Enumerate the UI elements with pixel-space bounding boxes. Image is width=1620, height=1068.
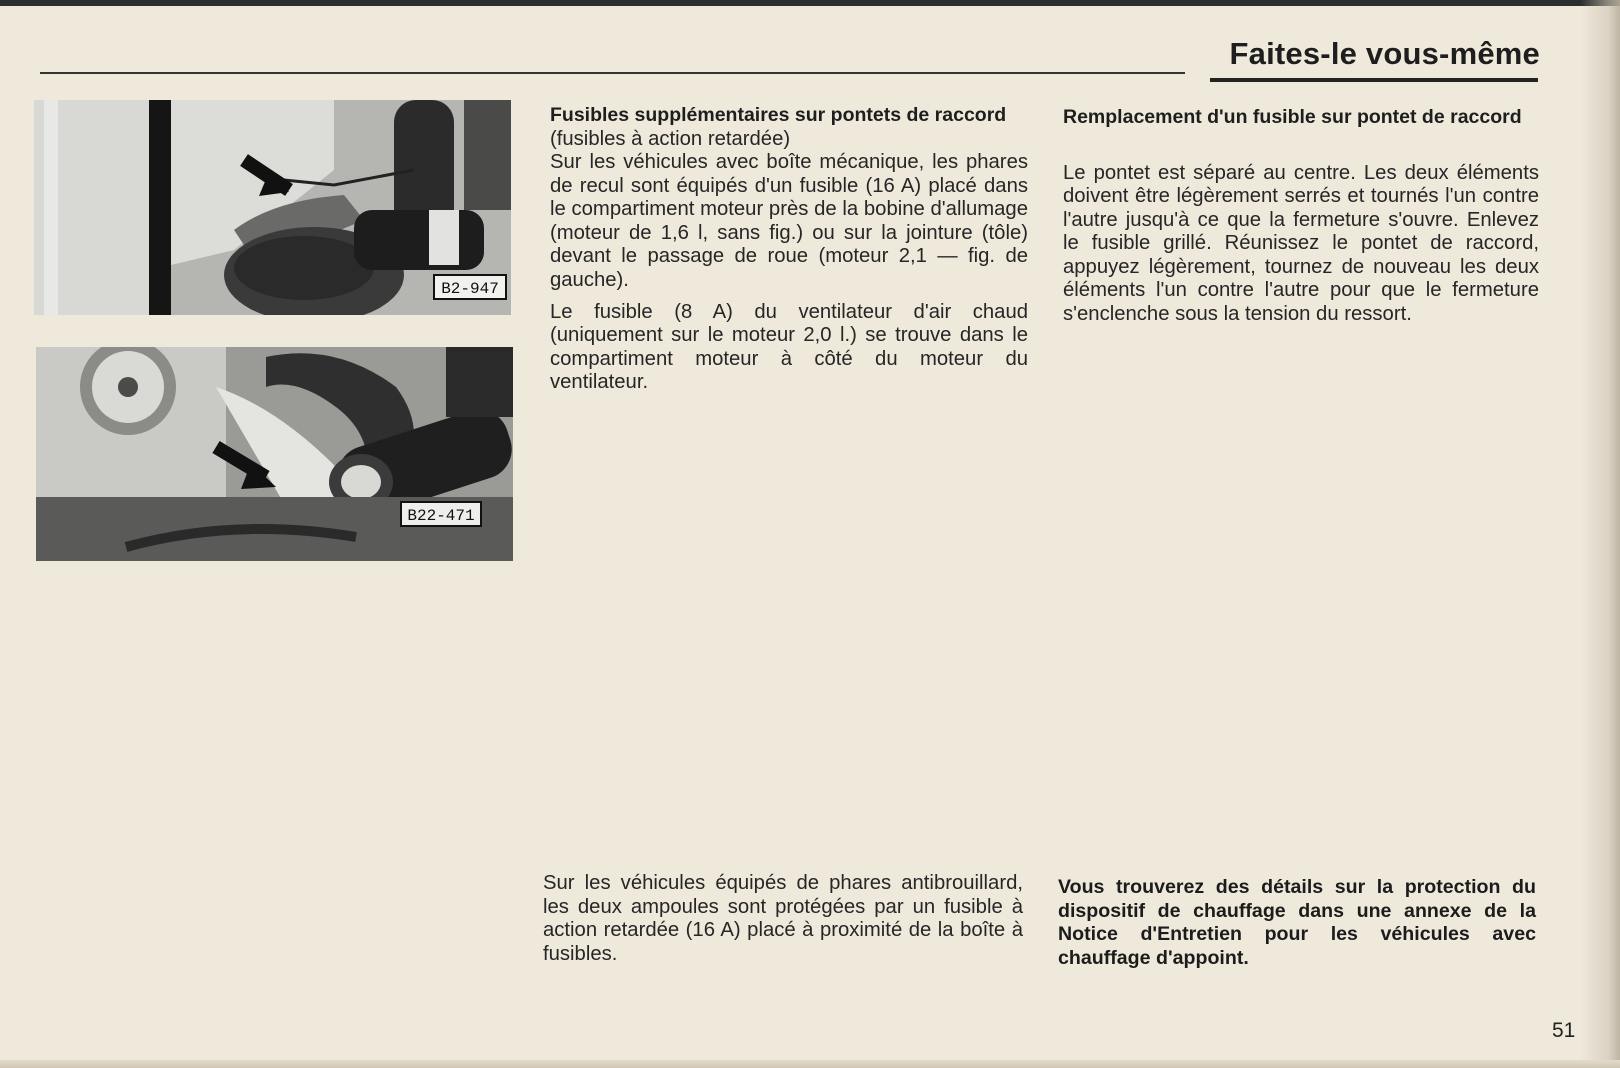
engine-fuse-illustration xyxy=(34,100,511,315)
page-top-edge xyxy=(0,0,1620,6)
heater-fan-illustration xyxy=(36,347,513,561)
header-rule-left xyxy=(40,72,1185,74)
figure-heater-fan-photo xyxy=(36,347,513,561)
left-column-paragraph-2: Le fusible (8 A) du ventilateur d'air chaud (uniquement sur le moteur 2,0 l.) se trouve dans le compartiment moteur à côté du moteur du ventilateur. xyxy=(550,300,1028,394)
left-column-subheading: (fusibles à action retardée) xyxy=(550,127,791,150)
left-column xyxy=(550,104,1028,395)
header-rule-right xyxy=(1210,78,1538,82)
figure-1-label: B2-947 xyxy=(441,280,499,298)
right-column-heading: Remplacement d'un fusible sur pontet de raccord xyxy=(1063,106,1522,128)
right-column xyxy=(1063,106,1539,327)
figure-2-label: B22-471 xyxy=(407,507,475,525)
heater-protection-note: Vous trouverez des détails sur la protection du dispositif de chauffage dans une annexe de la Notice d'Entretien pour les véhicules avec chauffage d'appoint. xyxy=(1058,876,1536,969)
figure-engine-fuse-photo xyxy=(34,100,511,315)
left-column-heading: Fusibles supplémentaires sur pontets de raccord xyxy=(550,104,1007,126)
page-number: 51 xyxy=(1552,1019,1576,1042)
right-column-paragraph: Le pontet est séparé au centre. Les deux éléments doivent être légèrement serrés et tournés l'un contre l'autre jusqu'à ce que la fermeture s'ouvre. Enlevez le fusible grillé. Réunissez le pontet de raccord, appuyez légèrement, tournez de nouveau les deux éléments l'un contre l'autre pour que le fermeture s'enclenche sous la tension du ressort. xyxy=(1063,161,1539,326)
left-column-paragraph-1: Sur les véhicules avec boîte mécanique, les phares de recul sont équipés d'un fusible (16 A) placé dans le compartiment moteur près de la bobine d'allumage (moteur de 1,6 l, sans fig.) ou sur la jointure (tôle) devant le passage de roue (moteur 2,1 — fig. de gauche). xyxy=(550,151,1028,292)
page-right-edge xyxy=(1580,0,1620,1068)
running-head-title: Faites-le vous-même xyxy=(1229,36,1540,71)
fog-lamp-fuse-note: Sur les véhicules équipés de phares antibrouillard, les deux ampoules sont protégées par un fusible à action retardée (16 A) placé à proximité de la boîte à fusibles. xyxy=(543,872,1023,965)
page-bottom-edge xyxy=(0,1060,1620,1068)
